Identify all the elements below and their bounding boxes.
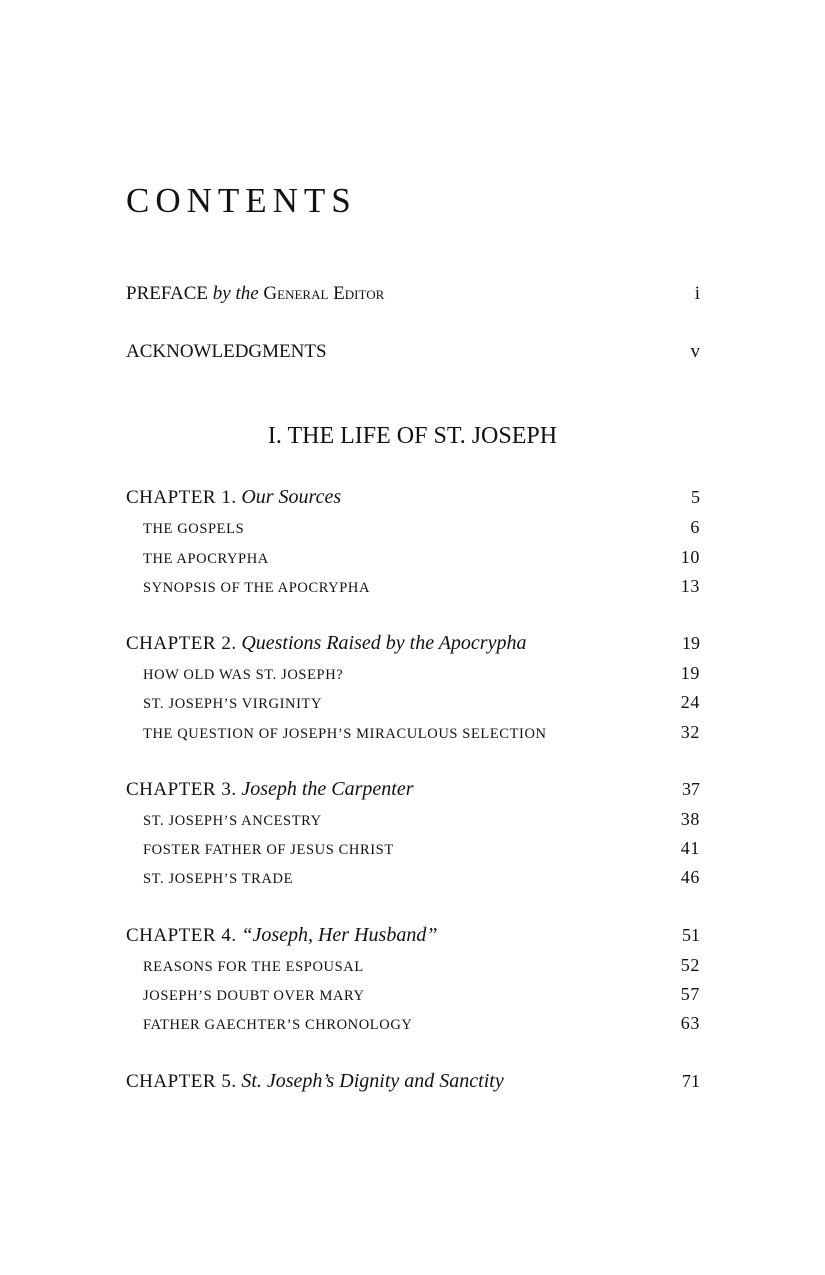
toc-page-number: 57 [680, 984, 700, 1004]
section-title: HOW OLD WAS ST. JOSEPH? [143, 667, 344, 683]
chapter-label: CHAPTER 1. [126, 487, 237, 508]
chapter-label: CHAPTER 4. [126, 925, 237, 946]
toc-chapter-4[interactable] [126, 923, 700, 948]
toc-page-number: i [694, 283, 700, 304]
toc-section[interactable] [143, 517, 700, 539]
toc-page-number: 41 [680, 838, 700, 858]
chapter-title: Joseph the Carpenter [241, 778, 414, 800]
toc-section[interactable] [143, 809, 700, 831]
toc-section[interactable] [143, 838, 700, 860]
section-title: REASONS FOR THE ESPOUSAL [143, 959, 364, 975]
acknowledgments-label: ACKNOWLEDGMENTS [126, 341, 327, 362]
toc-page-number: 19 [682, 633, 700, 653]
section-title: ST. JOSEPH’S TRADE [143, 871, 294, 887]
toc-page-number: 13 [680, 576, 700, 596]
toc-chapter-1[interactable] [126, 485, 700, 510]
toc-section[interactable] [143, 1013, 700, 1035]
toc-entry-label [126, 282, 384, 306]
toc-entry-acknowledgments[interactable] [126, 340, 700, 364]
section-title: THE QUESTION OF JOSEPH’S MIRACULOUS SELECTION [143, 726, 547, 742]
toc-page-number: 51 [682, 925, 700, 945]
toc-entry-preface[interactable] [126, 282, 700, 306]
toc-section[interactable] [143, 867, 700, 889]
toc-section[interactable] [143, 955, 700, 977]
toc-page-number: v [690, 341, 700, 362]
toc-page-number: 10 [680, 547, 700, 567]
part-title: I. THE LIFE OF ST. JOSEPH [267, 423, 558, 449]
toc-page-number: 19 [680, 663, 700, 683]
toc-page-number: 24 [680, 692, 700, 712]
contents-heading: CONTENTS [126, 181, 357, 220]
toc-page-number: 32 [680, 722, 700, 742]
preface-general-editor: General Editor [263, 283, 385, 304]
chapter-label: CHAPTER 2. [126, 633, 237, 654]
section-title: JOSEPH’S DOUBT OVER MARY [143, 988, 365, 1004]
chapter-title: “Joseph, Her Husband” [241, 924, 438, 946]
section-title: FOSTER FATHER OF JESUS CHRIST [143, 842, 394, 858]
toc-page-number: 52 [680, 955, 700, 975]
chapter-title: St. Joseph’s Dignity and Sanctity [241, 1070, 504, 1092]
toc-section[interactable] [143, 576, 700, 598]
toc-chapter-3[interactable] [126, 777, 700, 802]
preface-by-the: by the [212, 283, 259, 304]
toc-section[interactable] [143, 663, 700, 685]
toc-page-number: 37 [682, 779, 700, 799]
section-title: FATHER GAECHTER’S CHRONOLOGY [143, 1017, 413, 1033]
toc-page-number: 46 [680, 867, 700, 887]
section-title: ST. JOSEPH’S VIRGINITY [143, 696, 323, 712]
toc-page-number: 63 [680, 1013, 700, 1033]
toc-section[interactable] [143, 984, 700, 1006]
toc-page-number: 38 [680, 809, 700, 829]
toc-page-number: 5 [691, 487, 700, 507]
chapter-title: Questions Raised by the Apocrypha [241, 632, 527, 654]
chapter-title: Our Sources [241, 486, 342, 508]
toc-page-number: 71 [682, 1071, 700, 1091]
toc-chapter-5[interactable] [126, 1069, 700, 1094]
toc-section[interactable] [143, 547, 700, 569]
chapter-label: CHAPTER 5. [126, 1071, 237, 1092]
toc-section[interactable] [143, 722, 700, 744]
toc-chapter-2[interactable] [126, 631, 700, 656]
section-title: SYNOPSIS OF THE APOCRYPHA [143, 580, 371, 596]
section-title: THE APOCRYPHA [143, 551, 269, 567]
chapter-label: CHAPTER 3. [126, 779, 237, 800]
toc-page-number: 6 [690, 517, 700, 537]
section-title: ST. JOSEPH’S ANCESTRY [143, 813, 322, 829]
section-title: THE GOSPELS [143, 521, 245, 537]
toc-section[interactable] [143, 692, 700, 714]
preface-label: PREFACE [126, 283, 209, 304]
